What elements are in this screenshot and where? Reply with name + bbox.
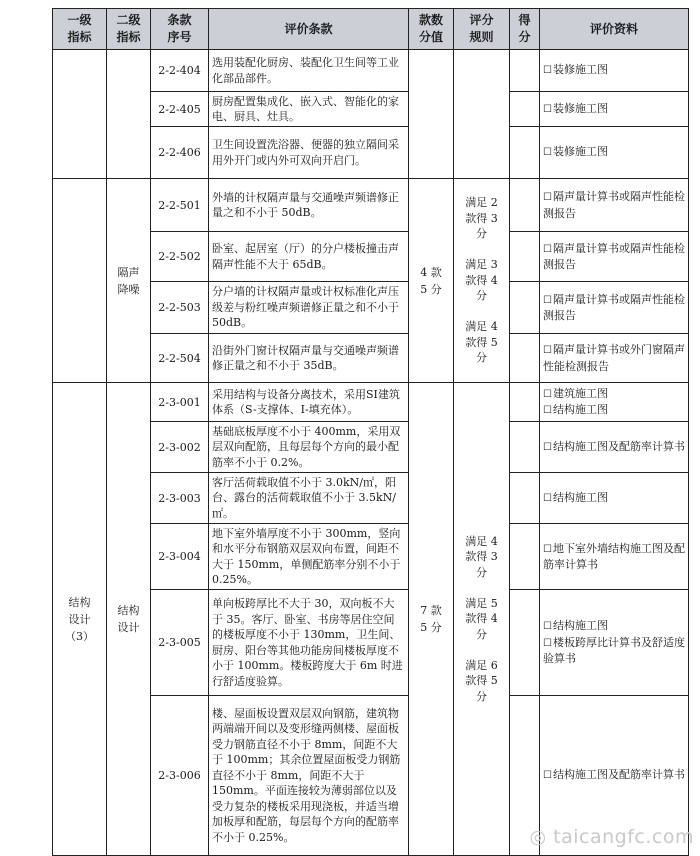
table-header-row (53, 9, 689, 50)
header-material: 评价资料 (540, 9, 689, 50)
material-cell: ☐装修施工图 (540, 50, 689, 92)
clause-text: 客厅活荷载取值不小于 3.0kN/㎡，阳台、露台的活荷载取值不小于 3.5kN/㎡。 (209, 473, 409, 524)
material-cell: ☐建筑施工图 ☐结构施工图 (540, 383, 689, 422)
count-cell (409, 50, 454, 179)
clause-text: 选用装配化厨房、装配化卫生间等工业化部品部件。 (209, 50, 409, 92)
checkbox-icon[interactable]: ☐ (543, 192, 552, 203)
score-cell (510, 179, 540, 232)
score-cell (510, 524, 540, 590)
checkbox-icon[interactable]: ☐ (543, 388, 552, 400)
material-cell: ☐隔声量计算书或隔声性能检测报告 (540, 282, 689, 334)
checkbox-icon[interactable]: ☐ (543, 103, 552, 115)
clause-code: 2-3-005 (151, 590, 209, 696)
site-watermark: ◎ taicangfc.com (529, 826, 694, 848)
score-cell (510, 422, 540, 473)
clause-code: 2-2-501 (151, 179, 209, 232)
header-clause-code: 条款 序号 (151, 9, 209, 50)
checkbox-icon[interactable]: ☐ (543, 65, 552, 77)
material-cell: ☐装修施工图 (540, 92, 689, 127)
clause-code: 2-2-504 (151, 334, 209, 383)
header-rule: 评分 规则 (454, 9, 510, 50)
checkbox-icon[interactable]: ☐ (543, 294, 552, 306)
level1-structure-cell: 结构 设计 （3） (53, 383, 107, 856)
evaluation-table (52, 8, 689, 856)
material-cell: ☐隔声量计算书或隔声性能检测报告 (540, 179, 689, 232)
checkbox-icon[interactable]: ☐ (543, 543, 552, 555)
checkbox-icon[interactable]: ☐ (543, 345, 552, 356)
checkbox-icon[interactable]: ☐ (543, 770, 552, 782)
clause-text: 厨房配置集成化、嵌入式、智能化的家电、厨具、灶具。 (209, 92, 409, 127)
clause-code: 2-2-503 (151, 282, 209, 334)
checkbox-icon[interactable]: ☐ (543, 441, 552, 453)
material-cell: ☐隔声量计算书或外门窗隔声性能检测报告 (540, 334, 689, 383)
level2-noise-cell: 隔声 降噪 (107, 179, 151, 383)
material-cell: ☐装修施工图 (540, 127, 689, 179)
score-cell (510, 92, 540, 127)
header-clause: 评价条款 (209, 9, 409, 50)
score-cell (510, 383, 540, 422)
clause-code: 2-3-004 (151, 524, 209, 590)
checkbox-icon[interactable]: ☐ (543, 621, 552, 633)
clause-code: 2-2-406 (151, 127, 209, 179)
material-cell: ☐结构施工图 ☐楼板跨厚比计算书及舒适度验算书 (540, 590, 689, 696)
material-cell: ☐隔声量计算书或隔声性能检测报告 (540, 232, 689, 282)
level2-structure-cell: 结构 设计 (107, 383, 151, 856)
checkbox-icon[interactable]: ☐ (543, 492, 552, 504)
material-cell: ☐结构施工图 (540, 473, 689, 524)
clause-text: 外墙的计权隔声量与交通噪声频谱修正量之和不小于 50dB。 (209, 179, 409, 232)
table-row (53, 179, 689, 232)
rule-cell: 满足 4 款得 3 分 满足 5 款得 4 分 满足 6 款得 5 分 (454, 383, 510, 856)
level1-cell (53, 179, 107, 383)
clause-text: 卫生间设置洗浴器、便器的独立隔间采用外开门或内外可双向开启门。 (209, 127, 409, 179)
clause-text: 分户墙的计权隔声量或计权标准化声压级差与粉红噪声频谱修正量之和不小于 50dB。 (209, 282, 409, 334)
table-row (53, 383, 689, 422)
score-cell (510, 282, 540, 334)
clause-code: 2-3-003 (151, 473, 209, 524)
score-cell (510, 334, 540, 383)
clause-code: 2-2-502 (151, 232, 209, 282)
checkbox-icon[interactable]: ☐ (543, 147, 552, 159)
checkbox-icon[interactable]: ☐ (543, 405, 552, 416)
clause-text: 采用结构与设备分离技术，采用SI建筑体系（S-支撑体、I-填充体）。 (209, 383, 409, 422)
checkbox-icon[interactable]: ☐ (543, 243, 552, 255)
clause-text: 单向板跨厚比不大于 30，双向板不大于 35。客厅、卧室、书房等居住空间的楼板厚度不小于 130mm，卫生间、厨房、阳台等其他功能房间楼板厚度不小于 100mm。楼板跨度大于 6m 时进行舒适度验算。 (209, 590, 409, 696)
clause-text: 基础底板厚度不小于 400mm，采用双层双向配筋，且每层每个方向的最小配筋率不小于 0.2%。 (209, 422, 409, 473)
header-level1: 一级 指标 (53, 9, 107, 50)
rule-cell (454, 50, 510, 179)
material-cell: ☐结构施工图及配筋率计算书 (540, 422, 689, 473)
score-cell (510, 50, 540, 92)
material-cell: ☐结构施工图及配筋率计算书 (540, 696, 689, 856)
header-count: 款数 分值 (409, 9, 454, 50)
clause-text: 沿街外门窗计权隔声量与交通噪声频谱修正量之和不小于 35dB。 (209, 334, 409, 383)
table-row (53, 50, 689, 92)
header-level2: 二级 指标 (107, 9, 151, 50)
clause-text: 楼、屋面板设置双层双向钢筋，建筑物两端端开间以及变形缝两侧楼、屋面板受力钢筋直径不小于 8mm，间距不大于 100mm；其余位置屋面板受力钢筋直径不小于 8mm，间距不大于 150mm。平面连接较为薄弱部位以及受力复杂的楼板采用现浇板，并适当增加板厚和配筋，每层每个方向的配筋率不小于 0.25%。 (209, 696, 409, 856)
score-cell (510, 127, 540, 179)
rule-cell: 满足 2 款得 3 分 满足 3 款得 4 分 满足 4 款得 5 分 (454, 179, 510, 383)
count-cell: 4 款 5 分 (409, 179, 454, 383)
score-cell (510, 590, 540, 696)
clause-code: 2-3-001 (151, 383, 209, 422)
clause-code: 2-3-006 (151, 696, 209, 856)
material-cell: ☐地下室外墙结构施工图及配筋率计算书 (540, 524, 689, 590)
clause-text: 地下室外墙厚度不小于 300mm，竖向和水平分布钢筋双层双向布置，间距不大于 150mm，单侧配筋率分别不小于 0.25%。 (209, 524, 409, 590)
clause-code: 2-2-405 (151, 92, 209, 127)
clause-text: 卧室、起居室（厅）的分户楼板撞击声隔声性能不大于 65dB。 (209, 232, 409, 282)
count-cell: 7 款 5 分 (409, 383, 454, 856)
checkbox-icon[interactable]: ☐ (543, 637, 552, 649)
level2-cell (107, 50, 151, 179)
score-cell (510, 232, 540, 282)
header-score: 得 分 (510, 9, 540, 50)
clause-code: 2-3-002 (151, 422, 209, 473)
clause-code: 2-2-404 (151, 50, 209, 92)
score-cell (510, 473, 540, 524)
level1-cell (53, 50, 107, 179)
